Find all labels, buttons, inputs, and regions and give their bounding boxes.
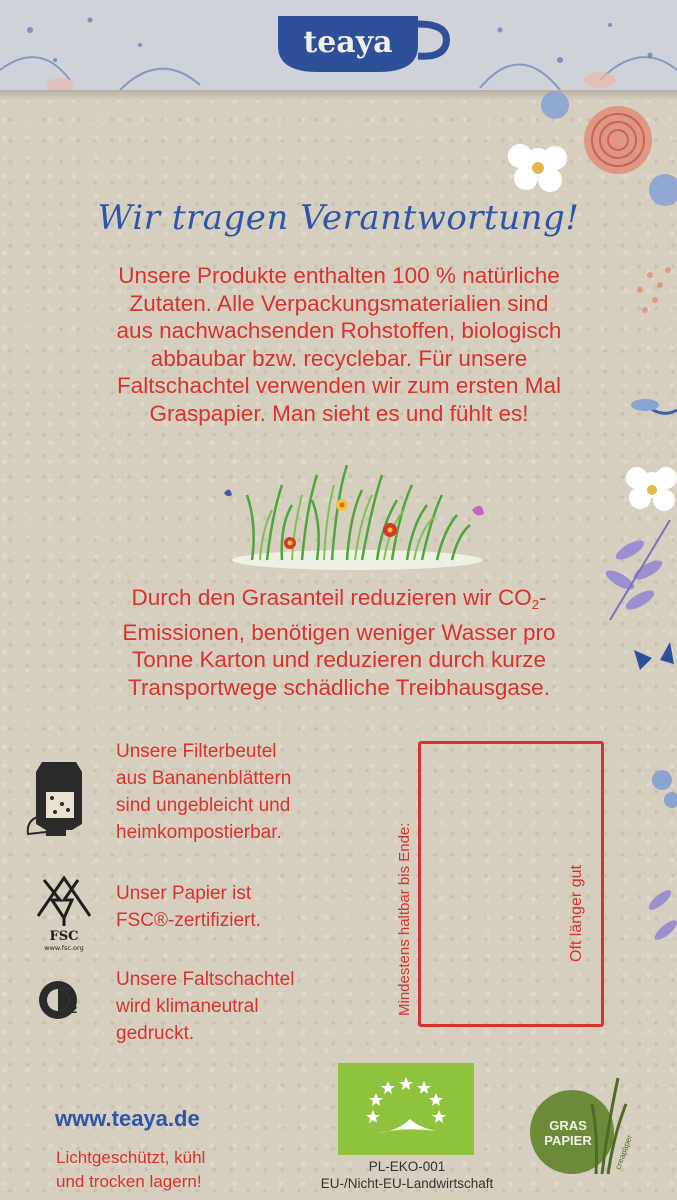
feature-line: Unsere Filterbeutel	[116, 741, 277, 762]
co2-line: Tonne Karton und reduzieren durch kurze	[131, 647, 546, 672]
climate-neutral-text	[116, 966, 366, 1047]
co2-subscript: 2	[531, 597, 539, 612]
intro-line: abbaubar bzw. recyclebar. Für unsere	[150, 345, 528, 371]
feature-line: FSC®-zertifiziert.	[116, 910, 261, 931]
best-before-label: Mindestens haltbar bis Ende:	[396, 822, 413, 1016]
feature-line: Unsere Faltschachtel	[116, 969, 295, 990]
feature-line: Unser Papier ist	[116, 883, 252, 904]
graspapier-seal	[522, 1074, 635, 1184]
fsc-logo-icon	[32, 870, 96, 952]
filter-bag-text	[116, 738, 366, 846]
feature-line: wird klimaneutral	[116, 996, 259, 1017]
top-flap	[0, 0, 677, 100]
intro-line: aus nachwachsenden Rohstoffen, biologisch	[116, 318, 562, 343]
fsc-url: www.fsc.org	[44, 944, 84, 952]
feature-line: aus Bananenblättern	[116, 768, 292, 789]
fsc-label: FSC	[49, 929, 79, 944]
intro-line: Faltschachtel verwenden wir zum ersten Mal	[117, 373, 561, 398]
feature-line: gedruckt.	[116, 1023, 195, 1044]
co2-line: Transportwege schädliche Treibhausgase.	[128, 674, 550, 700]
svg-text:2: 2	[70, 1003, 78, 1016]
feature-line: heimkompostierbar.	[116, 822, 282, 843]
co2-neutral-icon	[34, 975, 84, 1025]
brand-logo	[258, 6, 456, 76]
gras-seal-arc: creapaper	[613, 1133, 635, 1171]
flap-fold	[0, 90, 677, 100]
organic-certification	[282, 1158, 532, 1192]
brand-logo-text: teaya	[303, 25, 393, 60]
best-before-note: Oft länger gut	[568, 865, 585, 962]
storage-line: Lichtgeschützt, kühl	[56, 1148, 206, 1167]
storage-instructions	[56, 1146, 286, 1194]
grass-illustration	[222, 455, 492, 570]
headline: Wir tragen Verantwortung!	[97, 198, 580, 238]
co2-paragraph	[60, 584, 618, 701]
intro-paragraph	[60, 262, 618, 427]
intro-line: Unsere Produkte enthalten 100 % natürliche	[118, 263, 560, 288]
co2-line: Emissionen, benötigen weniger Wasser pro	[122, 619, 556, 645]
storage-line: und trocken lagern!	[56, 1172, 202, 1191]
feature-line: sind ungebleicht und	[116, 795, 291, 816]
intro-line: Graspapier. Man sieht es und fühlt es!	[149, 400, 529, 426]
co2-hyphen: -	[538, 585, 547, 610]
gras-seal-line1: GRAS	[549, 1118, 587, 1133]
tea-bag-icon	[22, 758, 92, 843]
fsc-text	[116, 880, 366, 934]
organic-code: PL-EKO-001	[368, 1159, 446, 1174]
website-link[interactable]: www.teaya.de	[55, 1106, 200, 1131]
intro-line: Zutaten. Alle Verpackungsmaterialien sind	[129, 290, 549, 316]
gras-seal-line2: PAPIER	[544, 1133, 592, 1148]
eu-organic-logo	[338, 1063, 474, 1155]
co2-line: Durch den Grasanteil reduzieren wir CO	[131, 585, 532, 610]
organic-origin: EU-/Nicht-EU-Landwirtschaft	[320, 1176, 494, 1191]
